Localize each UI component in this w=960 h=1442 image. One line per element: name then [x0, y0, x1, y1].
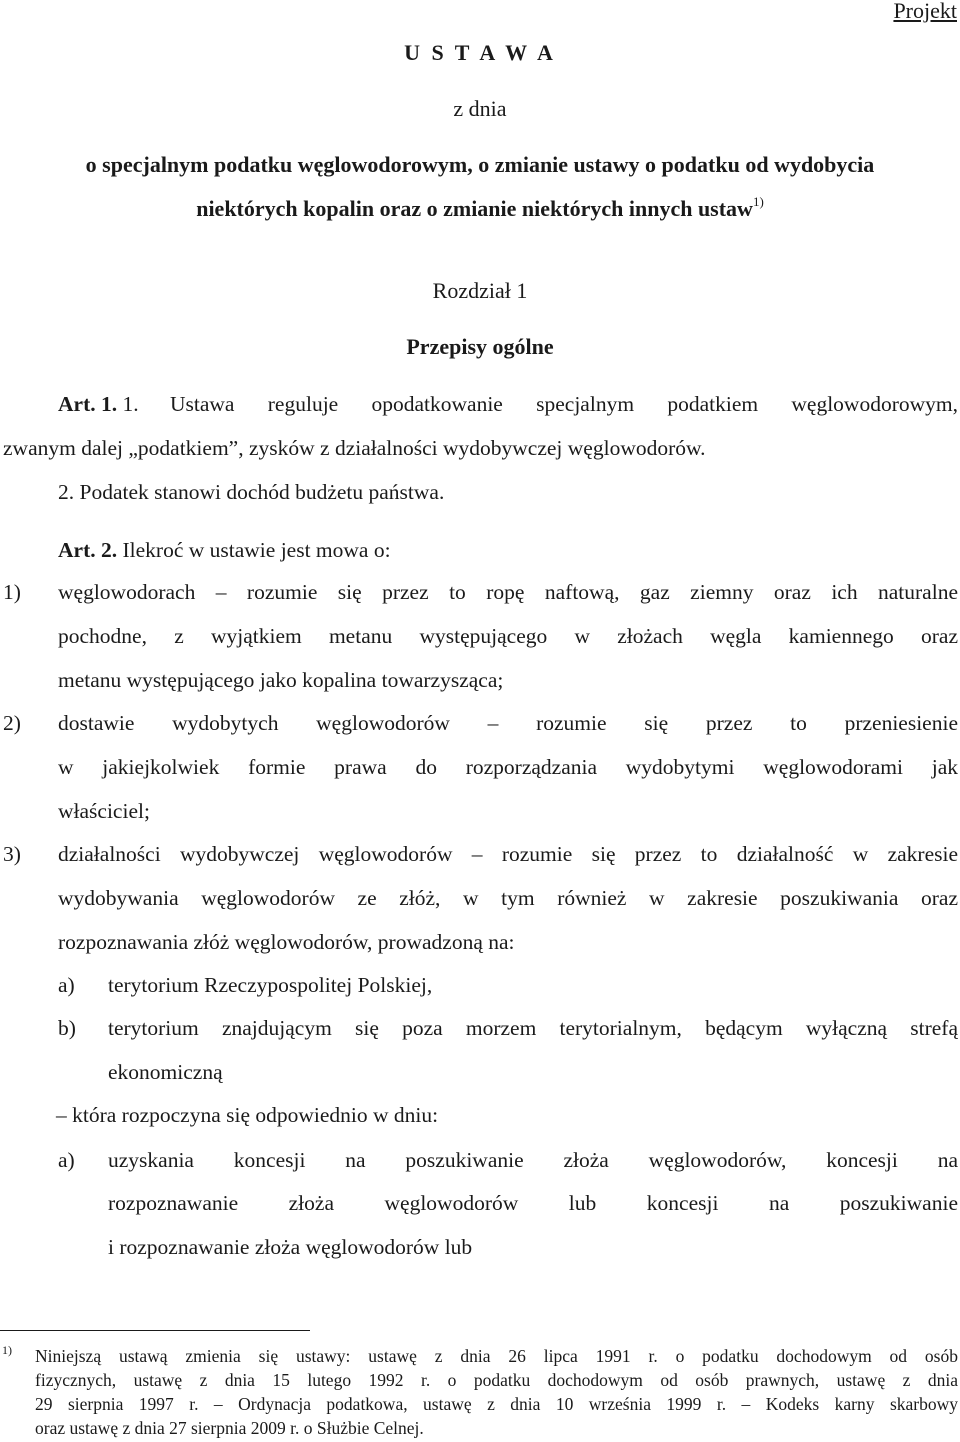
- art1-p2: 2. Podatek stanowi dochód budżetu państwa.: [58, 480, 445, 504]
- subtitle-line-2: [0, 196, 960, 222]
- footnote-line-1: Niniejszą ustawą zmienia się ustawy: ustawę z dnia 26 lipca 1991 r. o podatku dochodowym od osób: [35, 1346, 958, 1366]
- subitem2-a-line-2: rozpoznawanie złoża węglowodorów lub koncesji na poszukiwanie: [108, 1191, 958, 1215]
- art2-intro-line: [58, 538, 391, 563]
- art1-label: Art. 1.: [58, 392, 118, 416]
- chapter-label: Rozdział 1: [432, 278, 528, 303]
- art2-label: Art. 2.: [58, 538, 118, 562]
- document-title: U S T A W A: [404, 40, 556, 65]
- subitem2-a-line-3: i rozpoznawanie złoża węglowodorów lub: [108, 1235, 473, 1259]
- subitem-a-line-1: terytorium Rzeczypospolitej Polskiej,: [108, 973, 433, 997]
- item-3-line-2: wydobywania węglowodorów ze złóż, w tym również w zakresie poszukiwania oraz: [58, 886, 958, 910]
- subitem2-a-letter: a): [58, 1148, 75, 1172]
- subtitle-line-2-text: niektórych kopalin oraz o zmianie niektórych innych ustaw: [196, 196, 753, 221]
- subtitle-line-1: o specjalnym podatku węglowodorowym, o zmianie ustawy o podatku od wydobycia: [85, 152, 875, 177]
- subitem-b-letter: b): [58, 1016, 76, 1040]
- art1-p1-line2: zwanym dalej „podatkiem”, zysków z działalności wydobywczej węglowodorów.: [3, 436, 706, 460]
- item-3-line-1: działalności wydobywczej węglowodorów – rozumie się przez to działalność w zakresie: [58, 842, 958, 866]
- footnote-reference: 1): [752, 194, 764, 209]
- item-2-line-1: dostawie wydobytych węglowodorów – rozumie się przez to przeniesienie: [58, 711, 958, 735]
- art2-intro: Ilekroć w ustawie jest mowa o:: [122, 538, 391, 562]
- art1-p1-num: 1.: [122, 392, 139, 416]
- subitem-b-line-2: ekonomiczną: [108, 1060, 223, 1084]
- art1-heading: [58, 392, 139, 417]
- footnote-separator: [0, 1330, 310, 1331]
- subitem2-a-line-1: uzyskania koncesji na poszukiwanie złoża węglowodorów, koncesji na: [108, 1148, 958, 1172]
- item-1-line-1: węglowodorach – rozumie się przez to ropę naftową, gaz ziemny oraz ich naturalne: [58, 580, 958, 604]
- footnote-line-3: 29 sierpnia 1997 r. – Ordynacja podatkowa, ustawę z dnia 10 września 1999 r. – Kodeks karny skarbowy: [35, 1394, 958, 1414]
- item-2-line-3: właściciel;: [58, 799, 150, 823]
- item-1-line-2: pochodne, z wyjątkiem metanu występującego w złożach węgla kamiennego oraz: [58, 624, 958, 648]
- item-1-number: 1): [3, 580, 21, 604]
- project-label: Projekt: [893, 0, 957, 23]
- footnote-line-2: fizycznych, ustawę z dnia 15 lutego 1992 r. o podatku dochodowym od osób prawnych, ustawę z dnia: [35, 1370, 958, 1390]
- art1-p1-line1: Ustawa reguluje opodatkowanie specjalnym podatkiem węglowodorowym,: [170, 392, 958, 416]
- footnote-line-4: oraz ustawę z dnia 27 sierpnia 2009 r. o Służbie Celnej.: [35, 1418, 424, 1438]
- subitem-a-letter: a): [58, 973, 75, 997]
- dash-line: – która rozpoczyna się odpowiednio w dniu:: [56, 1103, 439, 1127]
- item-3-line-3: rozpoznawania złóż węglowodorów, prowadzoną na:: [58, 930, 515, 954]
- date-line: z dnia: [453, 96, 507, 121]
- item-1-line-3: metanu występującego jako kopalina towarzysząca;: [58, 668, 504, 692]
- item-2-line-2: w jakiejkolwiek formie prawa do rozporządzania wydobytymi węglowodorami jak: [58, 755, 958, 779]
- footnote-mark: 1): [2, 1343, 12, 1357]
- chapter-name: Przepisy ogólne: [406, 334, 554, 359]
- item-2-number: 2): [3, 711, 21, 735]
- subitem-b-line-1: terytorium znajdującym się poza morzem terytorialnym, będącym wyłączną strefą: [108, 1016, 958, 1040]
- item-3-number: 3): [3, 842, 21, 866]
